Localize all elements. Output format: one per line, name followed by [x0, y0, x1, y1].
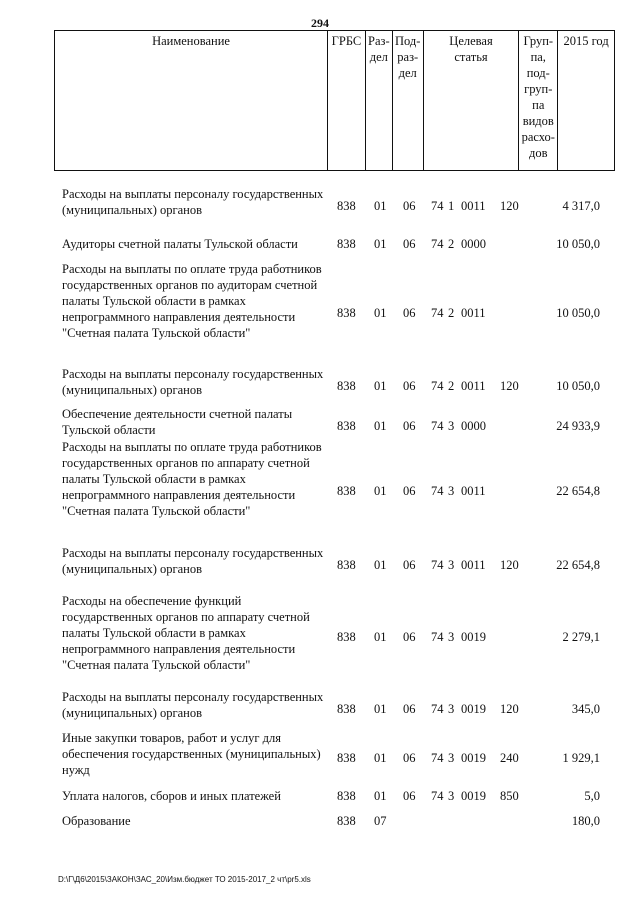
row-target-code: 0011 [461, 379, 486, 393]
row-target-program: 74 [431, 702, 444, 716]
row-grbs: 838 [337, 237, 356, 251]
row-amount: 5,0 [584, 789, 600, 803]
row-grbs: 838 [337, 751, 356, 765]
row-target-subprogram: 3 [448, 419, 455, 433]
row-target-subprogram: 2 [448, 379, 455, 393]
row-razdel: 01 [374, 306, 387, 320]
row-target-code: 0019 [461, 702, 486, 716]
row-amount: 1 929,1 [562, 751, 600, 765]
row-name: Расходы на выплаты персоналу государственных (муниципальных) органов [62, 187, 324, 217]
row-podrazdel: 06 [403, 237, 416, 251]
row-amount: 2 279,1 [562, 630, 600, 644]
row-grbs: 838 [337, 702, 356, 716]
row-name: Аудиторы счетной палаты Тульской области [62, 237, 298, 251]
row-group: 120 [500, 379, 519, 393]
row-podrazdel: 06 [403, 751, 416, 765]
row-podrazdel: 06 [403, 379, 416, 393]
header-razdel: Раз- дел [366, 31, 393, 170]
row-target-program: 74 [431, 237, 444, 251]
row-grbs: 838 [337, 419, 356, 433]
row-razdel: 01 [374, 419, 387, 433]
row-target-program: 74 [431, 558, 444, 572]
row-target-program: 74 [431, 751, 444, 765]
row-grbs: 838 [337, 789, 356, 803]
row-target-code: 0011 [461, 484, 486, 498]
row-amount: 180,0 [571, 814, 600, 828]
row-target-subprogram: 3 [448, 630, 455, 644]
header-target: Целевая статья [424, 31, 520, 170]
row-name: Образование [62, 814, 131, 828]
row-grbs: 838 [337, 199, 356, 213]
row-amount: 4 317,0 [562, 199, 600, 213]
row-amount: 22 654,8 [556, 484, 600, 498]
row-target-subprogram: 1 [448, 199, 455, 213]
row-grbs: 838 [337, 630, 356, 644]
row-grbs: 838 [337, 484, 356, 498]
row-razdel: 01 [374, 630, 387, 644]
row-target-subprogram: 3 [448, 789, 455, 803]
row-group: 120 [500, 558, 519, 572]
row-name: Расходы на выплаты персоналу государственных (муниципальных) органов [62, 546, 324, 576]
row-group: 120 [500, 199, 519, 213]
row-group: 240 [500, 751, 519, 765]
row-target-program: 74 [431, 419, 444, 433]
row-target-code: 0019 [461, 630, 486, 644]
row-grbs: 838 [337, 306, 356, 320]
row-razdel: 01 [374, 484, 387, 498]
row-name: Расходы на выплаты по оплате труда работников государственных органов по аудиторам счетной палаты Тульской области в рамках непрограммного направления деятельности "Счетная палата Тульской области" [62, 262, 322, 340]
row-razdel: 01 [374, 702, 387, 716]
row-group: 850 [500, 789, 519, 803]
row-name: Расходы на выплаты персоналу государственных (муниципальных) органов [62, 690, 324, 720]
row-podrazdel: 06 [403, 484, 416, 498]
row-amount: 22 654,8 [556, 558, 600, 572]
row-target-subprogram: 2 [448, 237, 455, 251]
row-razdel: 01 [374, 237, 387, 251]
row-target-code: 0000 [461, 237, 486, 251]
row-amount: 10 050,0 [556, 306, 600, 320]
row-grbs: 838 [337, 558, 356, 572]
row-razdel: 01 [374, 751, 387, 765]
row-target-program: 74 [431, 306, 444, 320]
header-group: Груп- па, под- груп- па видов расхо- дов [519, 31, 558, 170]
row-target-code: 0000 [461, 419, 486, 433]
row-razdel: 01 [374, 789, 387, 803]
row-target-code: 0019 [461, 789, 486, 803]
row-group: 120 [500, 702, 519, 716]
row-target-subprogram: 2 [448, 306, 455, 320]
file-path-footer: D:\Г\Д6\2015\ЗАКОН\ЗАС_20\Изм.бюджет ТО 2015-2017_2 чт\pr5.xls [58, 875, 311, 884]
row-target-code: 0011 [461, 558, 486, 572]
row-grbs: 838 [337, 814, 356, 828]
row-name: Расходы на выплаты по оплате труда работников государственных органов по аппарату счетной палаты Тульской области в рамках непрограммного направления деятельности "Счетная палата Тульской области" [62, 440, 322, 518]
row-target-code: 0011 [461, 306, 486, 320]
row-name: Расходы на выплаты персоналу государственных (муниципальных) органов [62, 367, 324, 397]
header-name: Наименование [55, 31, 328, 170]
row-razdel: 01 [374, 199, 387, 213]
row-podrazdel: 06 [403, 702, 416, 716]
row-amount: 10 050,0 [556, 237, 600, 251]
row-grbs: 838 [337, 379, 356, 393]
row-target-subprogram: 3 [448, 751, 455, 765]
row-podrazdel: 06 [403, 630, 416, 644]
page-number: 294 [311, 16, 329, 30]
row-target-program: 74 [431, 484, 444, 498]
row-amount: 10 050,0 [556, 379, 600, 393]
row-razdel: 07 [374, 814, 387, 828]
row-podrazdel: 06 [403, 199, 416, 213]
header-grbs: ГРБС [328, 31, 366, 170]
header-year: 2015 год [563, 34, 609, 48]
row-target-program: 74 [431, 379, 444, 393]
row-target-program: 74 [431, 199, 444, 213]
row-razdel: 01 [374, 558, 387, 572]
row-amount: 24 933,9 [556, 419, 600, 433]
row-target-program: 74 [431, 630, 444, 644]
row-target-subprogram: 3 [448, 702, 455, 716]
row-podrazdel: 06 [403, 419, 416, 433]
row-target-code: 0011 [461, 199, 486, 213]
row-name: Иные закупки товаров, работ и услуг для обеспечения государственных (муниципальных) нужд [62, 731, 321, 777]
row-amount: 345,0 [571, 702, 600, 716]
row-name: Уплата налогов, сборов и иных платежей [62, 789, 281, 803]
row-podrazdel: 06 [403, 789, 416, 803]
table-header [54, 30, 615, 171]
row-podrazdel: 06 [403, 558, 416, 572]
row-razdel: 01 [374, 379, 387, 393]
header-podrazdel: Под- раз- дел [393, 31, 424, 170]
row-name: Обеспечение деятельности счетной палаты Тульской области [62, 407, 293, 437]
row-target-program: 74 [431, 789, 444, 803]
row-target-subprogram: 3 [448, 558, 455, 572]
row-target-code: 0019 [461, 751, 486, 765]
row-podrazdel: 06 [403, 306, 416, 320]
row-name: Расходы на обеспечение функций государственных органов по аппарату счетной палаты Тульской области в рамках непрограммного направления деятельности "Счетная палата Тульской области" [62, 594, 310, 672]
row-target-subprogram: 3 [448, 484, 455, 498]
